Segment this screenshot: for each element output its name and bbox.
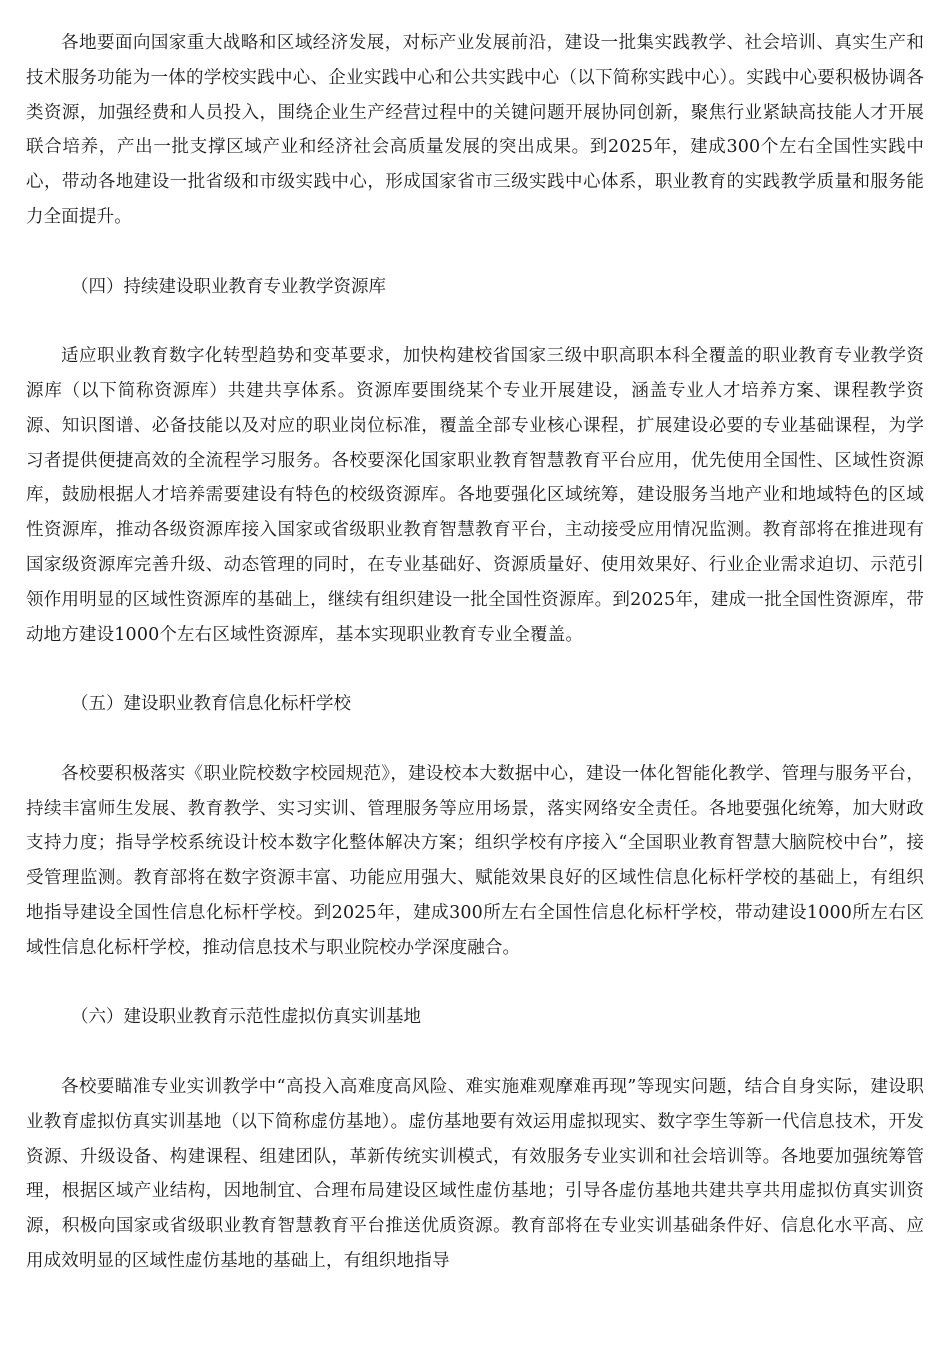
spacer [26,652,924,687]
document-page [26,26,924,1279]
spacer [26,722,924,757]
paragraph-benchmark-schools: 各校要积极落实《职业院校数字校园规范》，建设校本大数据中心，建设一体化智能化教学、管理与服务平台，持续丰富师生发展、教育教学、实习实训、管理服务等应用场景，落实网络安全责任。各地要强化统筹，加大财政支持力度；指导学校系统设计校本数字化整体解决方案；组织学校有序接入“全国职业教育智慧大脑院校中台”，接受管理监测。教育部将在数字资源丰富、功能应用强大、赋能效果良好的区域性信息化标杆学校的基础上，有组织地指导建设全国性信息化标杆学校。到2025年，建成300所左右全国性信息化标杆学校，带动建设1000所左右区域性信息化标杆学校，推动信息技术与职业院校办学深度融合。 [26,763,924,958]
paragraph-practice-centers: 各地要面向国家重大战略和区域经济发展，对标产业发展前沿，建设一批集实践教学、社会培训、真实生产和技术服务功能为一体的学校实践中心、企业实践中心和公共实践中心（以下简称实践中心）。实践中心要积极协调各类资源，加强经费和人员投入，围绕企业生产经营过程中的关键问题开展协同创新，聚焦行业紧缺高技能人才开展联合培养，产出一批支撑区域产业和经济社会高质量发展的突出成果。到2025年，建成300个左右全国性实践中心，带动各地建设一批省级和市级实践中心，形成国家省市三级实践中心体系，职业教育的实践教学质量和服务能力全面提升。 [26,33,924,227]
spacer [26,304,924,339]
section-heading-5: （五）建设职业教育信息化标杆学校 [71,694,351,715]
section-heading-6: （六）建设职业教育示范性虚拟仿真实训基地 [71,1007,421,1028]
paragraph-resource-library: 适应职业教育数字化转型趋势和变革要求，加快构建校省国家三级中职高职本科全覆盖的职业教育专业教学资源库（以下简称资源库）共建共享体系。资源库要围绕某个专业开展建设，涵盖专业人才培养方案、课程教学资源、知识图谱、必备技能以及对应的职业岗位标准，覆盖全部专业核心课程，扩展建设必要的专业基础课程，为学习者提供便捷高效的全流程学习服务。各校要深化国家职业教育智慧教育平台应用，优先使用全国性、区域性资源库，鼓励根据人才培养需要建设有特色的校级资源库。各地要强化区域统筹，建设服务当地产业和地域特色的区域性资源库，推动各级资源库接入国家或省级职业教育智慧教育平台，主动接受应用情况监测。教育部将在推进现有国家级资源库完善升级、动态管理的同时，在专业基础好、资源质量好、使用效果好、行业企业需求迫切、示范引领作用明显的区域性资源库的基础上，继续有组织建设一批全国性资源库。到2025年，建成一批全国性资源库，带动地方建设1000个左右区域性资源库，基本实现职业教育专业全覆盖。 [26,346,924,645]
spacer [26,966,924,1001]
paragraph-virtual-training: 各校要瞄准专业实训教学中“高投入高难度高风险、难实施难观摩难再现”等现实问题，结合自身实际，建设职业教育虚拟仿真实训基地（以下简称虚仿基地）。虚仿基地要有效运用虚拟现实、数字孪生等新一代信息技术，开发资源、升级设备、构建课程、组建团队，革新传统实训模式，有效服务专业实训和社会培训等。各地要加强统筹管理，根据区域产业结构，因地制宜、合理布局建设区域性虚仿基地；引导各虚仿基地共建共享共用虚拟仿真实训资源，积极向国家或省级职业教育智慧教育平台推送优质资源。教育部将在专业实训基础条件好、信息化水平高、应用成效明显的区域性虚仿基地的基础上，有组织地指导 [26,1076,924,1271]
spacer [26,235,924,270]
section-heading-4: （四）持续建设职业教育专业教学资源库 [71,276,386,297]
spacer [26,1035,924,1070]
